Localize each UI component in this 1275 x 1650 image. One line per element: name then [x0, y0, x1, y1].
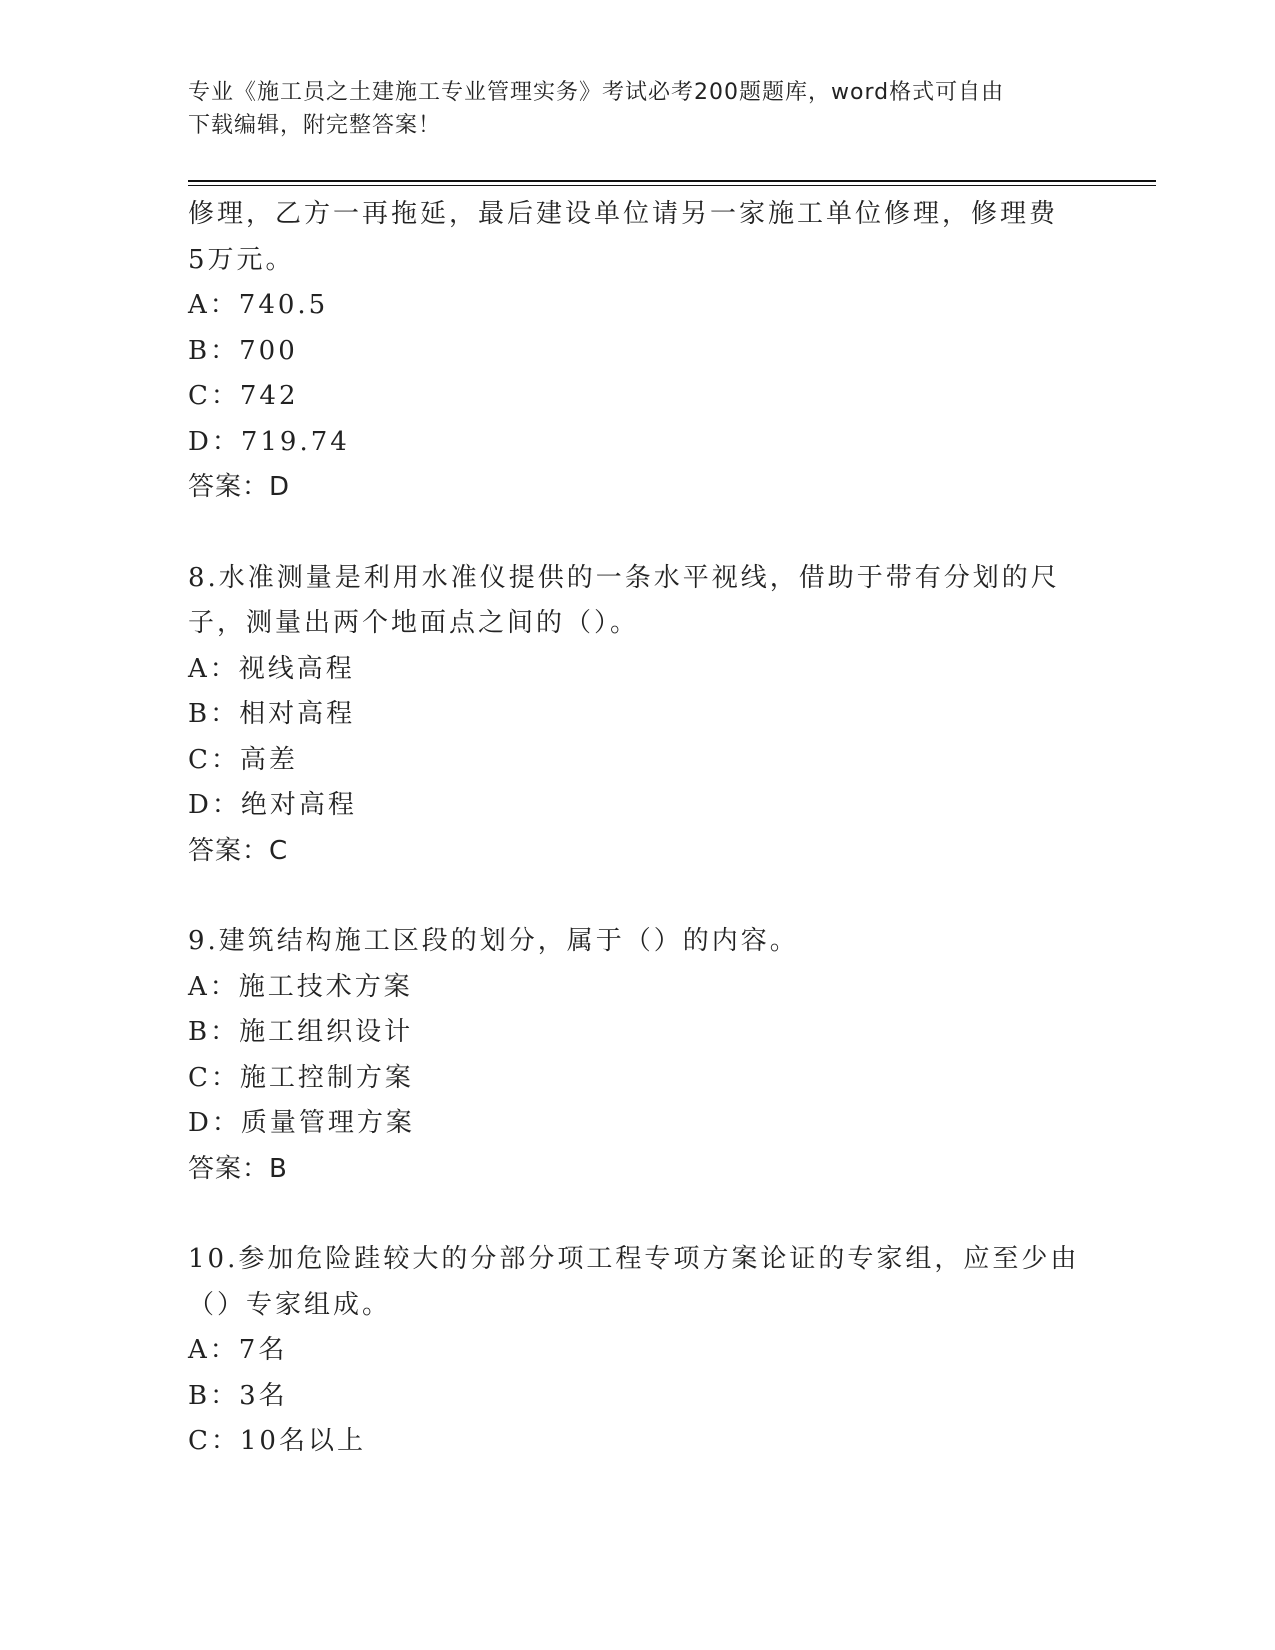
option-c: C：高差 — [188, 744, 298, 775]
answer-line: 答案：D — [188, 472, 291, 502]
question-text-line: 9.建筑结构施工区段的划分，属于（）的内容。 — [188, 926, 799, 956]
option-c: C：10名以上 — [188, 1426, 366, 1456]
option-b: B：施工组织设计 — [188, 1017, 414, 1047]
question-continuation — [188, 192, 1088, 511]
option-c: C：施工控制方案 — [188, 1062, 414, 1093]
question-text-line: 5万元。 — [188, 244, 295, 275]
question-text-line: 修理，乙方一再拖延，最后建设单位请另一家施工单位修理，修理费 — [188, 199, 1059, 229]
spacer — [188, 874, 1088, 919]
option-d: D：绝对高程 — [188, 790, 357, 820]
question-text-line: 10.参加危险跬较大的分部分项工程专项方案论证的专家组，应至少由 — [188, 1244, 1080, 1274]
spacer — [188, 511, 1088, 556]
option-a: A：740.5 — [188, 290, 329, 320]
question-text-line: （）专家组成。 — [188, 1289, 392, 1320]
option-d: D：质量管理方案 — [188, 1108, 415, 1138]
document-header — [188, 76, 1068, 142]
header-divider-thin — [188, 185, 1156, 186]
spacer — [188, 1192, 1088, 1237]
option-a: A：视线高程 — [188, 653, 355, 684]
document-body — [188, 192, 1088, 1465]
header-line-2: 下载编辑，附完整答案！ — [188, 113, 442, 138]
question-9 — [188, 919, 1088, 1192]
header-divider-thick — [188, 180, 1156, 182]
option-a: A：施工技术方案 — [188, 971, 413, 1002]
option-a: A：7名 — [188, 1335, 288, 1365]
header-line-1: 专业《施工员之土建施工专业管理实务》考试必考200题题库，word格式可自由 — [188, 80, 1005, 105]
option-d: D：719.74 — [188, 426, 350, 457]
option-b: B：相对高程 — [188, 699, 356, 729]
question-text-line: 8.水准测量是利用水准仪提供的一条水平视线，借助于带有分划的尺 — [188, 562, 1060, 593]
question-10 — [188, 1237, 1088, 1465]
answer-line: 答案：B — [188, 1153, 288, 1184]
option-c: C：742 — [188, 381, 299, 411]
answer-line: 答案：C — [188, 835, 289, 866]
option-b: B：3名 — [188, 1380, 288, 1411]
question-8 — [188, 556, 1088, 875]
question-text-line: 子，测量出两个地面点之间的（）。 — [188, 608, 640, 638]
option-b: B：700 — [188, 335, 298, 366]
